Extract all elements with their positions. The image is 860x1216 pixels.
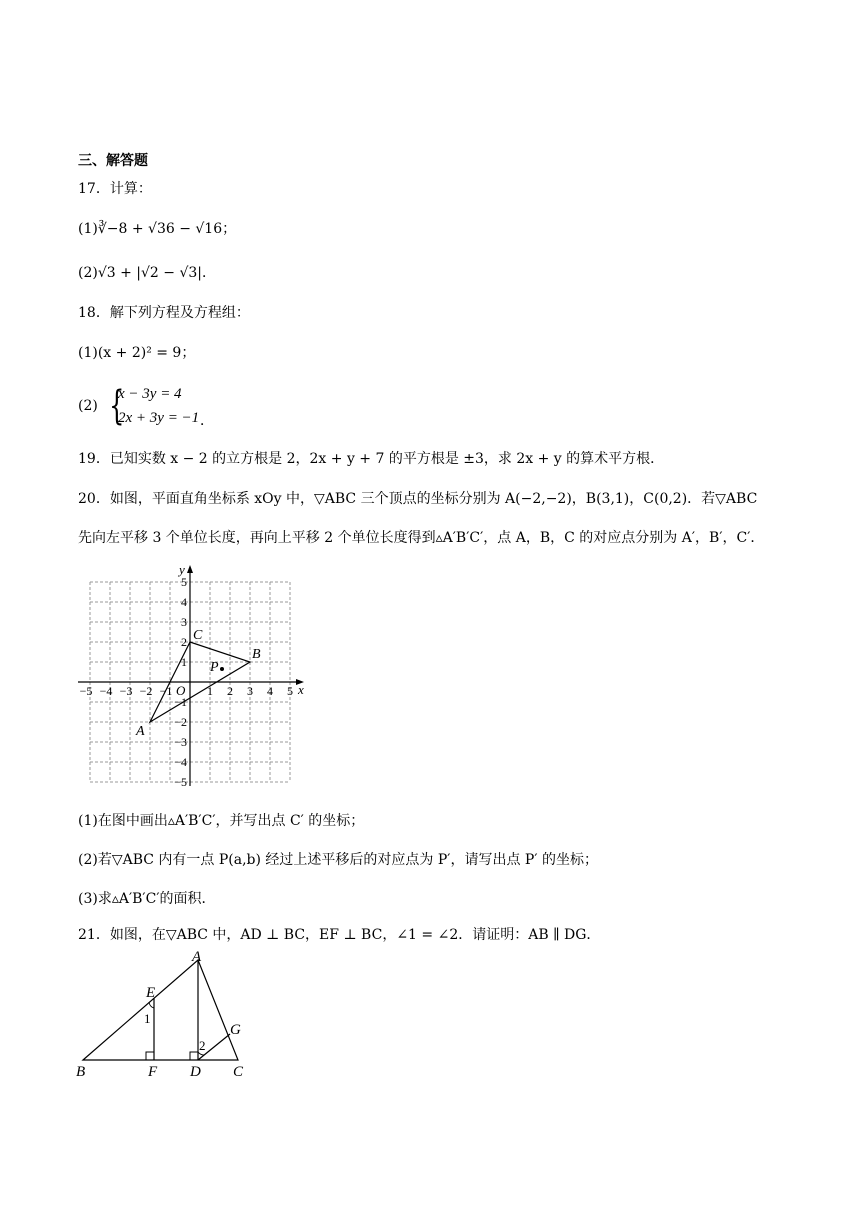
q18-part2 [78, 384, 278, 434]
y-tick: −2 [174, 715, 187, 729]
right-angle-d-icon [190, 1052, 198, 1060]
origin-label: O [176, 683, 186, 698]
y-tick: −1 [174, 695, 187, 709]
label-a: A [192, 949, 202, 965]
x-tick: 1 [207, 684, 213, 698]
y-tick: −4 [174, 755, 187, 769]
q20-line1: 20．如图，平面直角坐标系 xOy 中，▽ABC 三个顶点的坐标分别为 A(−2,−2)，B(3,1)，C(0,2)．若▽ABC [78, 491, 758, 507]
label-f: F [148, 1064, 158, 1080]
q20-part3: (3)求▵A′B′C′的面积． [78, 891, 216, 907]
q20-part1: (1)在图中画出▵A′B′C′，并写出点 C′ 的坐标； [78, 813, 365, 829]
q18-end: ． [200, 413, 214, 429]
label-p: P [210, 660, 219, 675]
right-angle-f-icon [146, 1052, 154, 1060]
triangle-figure [70, 948, 260, 1083]
y-tick: 2 [181, 635, 187, 649]
x-tick: −1 [159, 684, 173, 698]
q20-part2: (2)若▽ABC 内有一点 P(a,b) 经过上述平移后的对应点为 P′，请写出点 P′ 的坐标； [78, 852, 598, 868]
q18-eq2: 2x + 3y = −1 [118, 410, 200, 426]
q18-part1: (1)(x + 2)² = 9； [78, 345, 196, 361]
x-axis-label: x [298, 682, 304, 697]
x-tick: −3 [119, 684, 133, 698]
x-tick: 2 [227, 684, 233, 698]
x-tick: 5 [287, 684, 293, 698]
point-p [220, 667, 224, 671]
x-tick: −4 [99, 684, 113, 698]
angle-2-label: 2 [199, 1038, 206, 1053]
label-b: B [76, 1064, 86, 1080]
x-tick: 4 [267, 684, 273, 698]
q18-eq1: x − 3y = 4 [118, 386, 182, 402]
q17-stem: 17．计算： [78, 181, 152, 197]
x-tick: −2 [139, 684, 153, 698]
x-tick: −5 [79, 684, 93, 698]
triangle-abc-q21 [83, 960, 238, 1060]
section-title: 三、解答题 [78, 153, 148, 169]
label-c: C [193, 628, 203, 643]
label-a: A [136, 724, 145, 739]
y-tick: −3 [174, 735, 187, 749]
q19-text: 19．已知实数 x − 2 的立方根是 2，2x + y + 7 的平方根是 ±3，求 2x + y 的算术平方根． [78, 451, 665, 467]
y-axis-label: y [179, 562, 185, 577]
angle-1-arc-icon [149, 1002, 154, 1008]
label-c: C [233, 1064, 244, 1080]
label-e: E [146, 985, 156, 1001]
q17-part2: (2)√3 + |√2 − √3|． [78, 265, 217, 281]
y-tick: 1 [181, 655, 187, 669]
q17-part1: (1)∛−8 + √36 − √16； [78, 221, 237, 237]
label-g: G [230, 1022, 241, 1038]
label-b: B [252, 647, 261, 662]
y-tick: 4 [181, 595, 187, 609]
q21-text: 21．如图，在▽ABC 中，AD ⊥ BC，EF ⊥ BC，∠1 = ∠2．请证明：AB ∥ DG． [78, 927, 601, 943]
label-d: D [190, 1064, 201, 1080]
brace-icon: { [109, 383, 125, 429]
y-tick: 5 [181, 575, 187, 589]
angle-1-label: 1 [144, 1011, 151, 1026]
q20-line2: 先向左平移 3 个单位长度，再向上平移 2 个单位长度得到▵A′B′C′，点 A，B，C 的对应点分别为 A′，B′，C′． [78, 530, 765, 546]
y-tick: −5 [174, 775, 187, 789]
q18-stem: 18．解下列方程及方程组： [78, 305, 250, 321]
y-arrow-icon [187, 565, 193, 573]
y-tick: 3 [181, 615, 187, 629]
coordinate-figure [74, 560, 314, 790]
x-tick: 3 [247, 684, 253, 698]
q18-part2-label: (2) [78, 398, 98, 414]
